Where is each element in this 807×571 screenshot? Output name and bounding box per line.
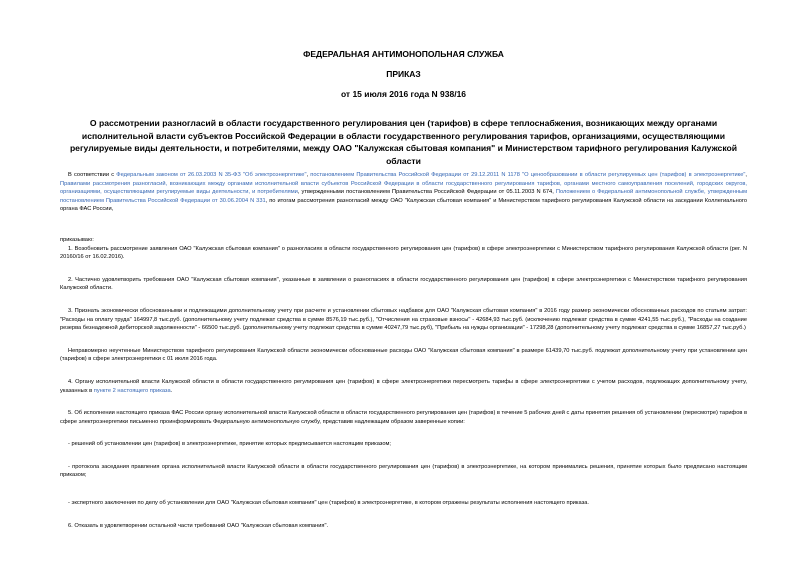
- paragraph-4-text: .: [170, 387, 173, 394]
- link-fas-regulation[interactable]: Положением о Федеральной антимонопольной службе, утвержденным постановлением Правительства Российской Федерации от 30.06.2004 N 331: [60, 189, 747, 204]
- link-federal-law[interactable]: Федеральным законом от 26.03.2003 N 35-ФЗ "Об электроэнергетике": [116, 172, 307, 178]
- document-body: [60, 171, 747, 530]
- link-dispute-rules[interactable]: Правилами рассмотрения разногласий, возникающих между органами исполнительной власти субъектов Российской Федерации в области государственного регулирования тарифов, органами местного самоуправления поселений, городских округов, организациями, осуществляющими регулируемые виды деятельности, и потребителями: [60, 180, 747, 196]
- paragraph-5: 5. Об исполнении настоящего приказа ФАС России органу исполнительной власти Калужской области в области государственного регулирования цен (тарифов) в течение 5 рабочих дней с даты принятия решения об установлении (пересмотре) тарифов в сфере электроэнергетики письменно проинформировать Федеральную антимонопольную службу, представив надлежащим образом заверенные копии:: [60, 410, 747, 425]
- preamble-text: ,: [745, 172, 747, 178]
- document-type: ПРИКАЗ: [386, 69, 421, 79]
- preamble-text: , по итогам рассмотрения разногласий между ОАО "Калужская сбытовая компания" и Министерством тарифного регулирования Калужской области на заседании Коллегиального органа ФАС России,: [60, 197, 747, 213]
- paragraph-2: 2. Частично удовлетворить требования ОАО "Калужская сбытовая компания", указанные в заявлении о разногласиях в области государственного регулирования цен (тарифов) в сфере электроэнергетики с Министерством тарифного регулирования Калужской области.: [60, 276, 747, 292]
- preamble-text: ,: [306, 172, 311, 178]
- paragraph-6: 6. Отказать в удовлетворении остальной части требований ОАО "Калужская сбытовая компания".: [68, 522, 329, 529]
- link-government-resolution-1178[interactable]: постановлением Правительства Российской Федерации от 29.12.2011 N 1178 "О ценообразовании в области регулируемых цен (тарифов) в электроэнергетике": [310, 172, 746, 178]
- paragraph-3b: Неправомерно неучтенные Министерством тарифного регулирования Калужской области экономически обоснованные расходы ОАО "Калужская сбытовая компания" в размере 61439,70 тыс.руб. подлежат дополнительному учету при установлении цен (тарифов) в сфере электроэнергетики с 01 июля 2016 года.: [60, 347, 747, 363]
- paragraph-1: 1. Возобновить рассмотрение заявления ОАО "Калужская сбытовая компания" о разногласиях в области государственного регулирования цен (тарифов) в сфере электроэнергетики с Министерством тарифного регулирования Калужской области (рег. N 20160/16 от 16.02.2016).: [60, 245, 747, 261]
- preamble-paragraph: [60, 171, 747, 214]
- paragraph-4: [60, 378, 747, 395]
- preamble-text: В соответствии с: [68, 172, 117, 178]
- order-word: приказываю:: [60, 236, 94, 243]
- document-title: О рассмотрении разногласий в области государственного регулирования цен (тарифов) в сфере теплоснабжения, возникающих между органами исполнительной власти субъектов Российской Федерации в области государственного регулирования тарифов, организациями, осуществляющими регулируемые виды деятельности, и потребителями, между ОАО "Калужская сбытовая компания" и Министерством тарифного регулирования Калужской области: [69, 118, 738, 166]
- bullet-1: - решений об установлении цен (тарифов) в электроэнергетике, принятие которых предписывается настоящим приказом;: [68, 441, 391, 448]
- bullet-3: - экспертного заключения по делу об установлении для ОАО "Калужская сбытовая компания" цен (тарифов) в электроэнергетике, в котором отражены результаты исполнения настоящего приказа.: [68, 500, 589, 507]
- agency-name: ФЕДЕРАЛЬНАЯ АНТИМОНОПОЛЬНАЯ СЛУЖБА: [303, 49, 504, 59]
- preamble-text: , утвержденными постановлением Правительства Российской Федерации от 05.11.2003 N 674,: [297, 189, 556, 196]
- bullet-2: - протокола заседания правления органа исполнительной власти Калужской области в области государственного регулирования цен (тарифов) в электроэнергетике, на котором принимались решения, принятие которых было предписано настоящим приказом;: [60, 463, 747, 479]
- link-item-2[interactable]: пункте 2 настоящего приказа: [93, 387, 171, 394]
- paragraph-4-text: 4. Органу исполнительной власти Калужской области в области государственного регулирования цен (тарифов) в сфере электроэнергетики пересмотреть тарифы в сфере электроэнергетики с учетом расходов, подлежащих дополнительному учету, указанных в: [60, 378, 747, 394]
- document-date-number: от 15 июля 2016 года N 938/16: [340, 89, 467, 99]
- paragraph-3: 3. Признать экономически обоснованными и подлежащими дополнительному учету при расчете и установлении сбытовых надбавок для ОАО "Калужская сбытовая компания" в 2016 году размер экономически обоснованных расходов по статьям затрат: "Расходы на оплату труда" 164997,8 тыс.руб. (дополнительному учету подлежат средства в сумме 8576,19 тыс.руб.), "Отчисления на страховые взносы" - 42684,93 тыс.руб. (исключению подлежат средства в сумме 4241,55 тыс.руб.), "Расходы на создание резерва безнадежной дебиторской задолженности" - 66500 тыс.руб. (дополнительному учету подлежат средства в сумме 40247,79 тыс.руб), "Прибыль на нужды организации" - 17298,28 (дополнительному учету подлежат средства в сумме 16857,27 тыс.руб.): [60, 307, 747, 332]
